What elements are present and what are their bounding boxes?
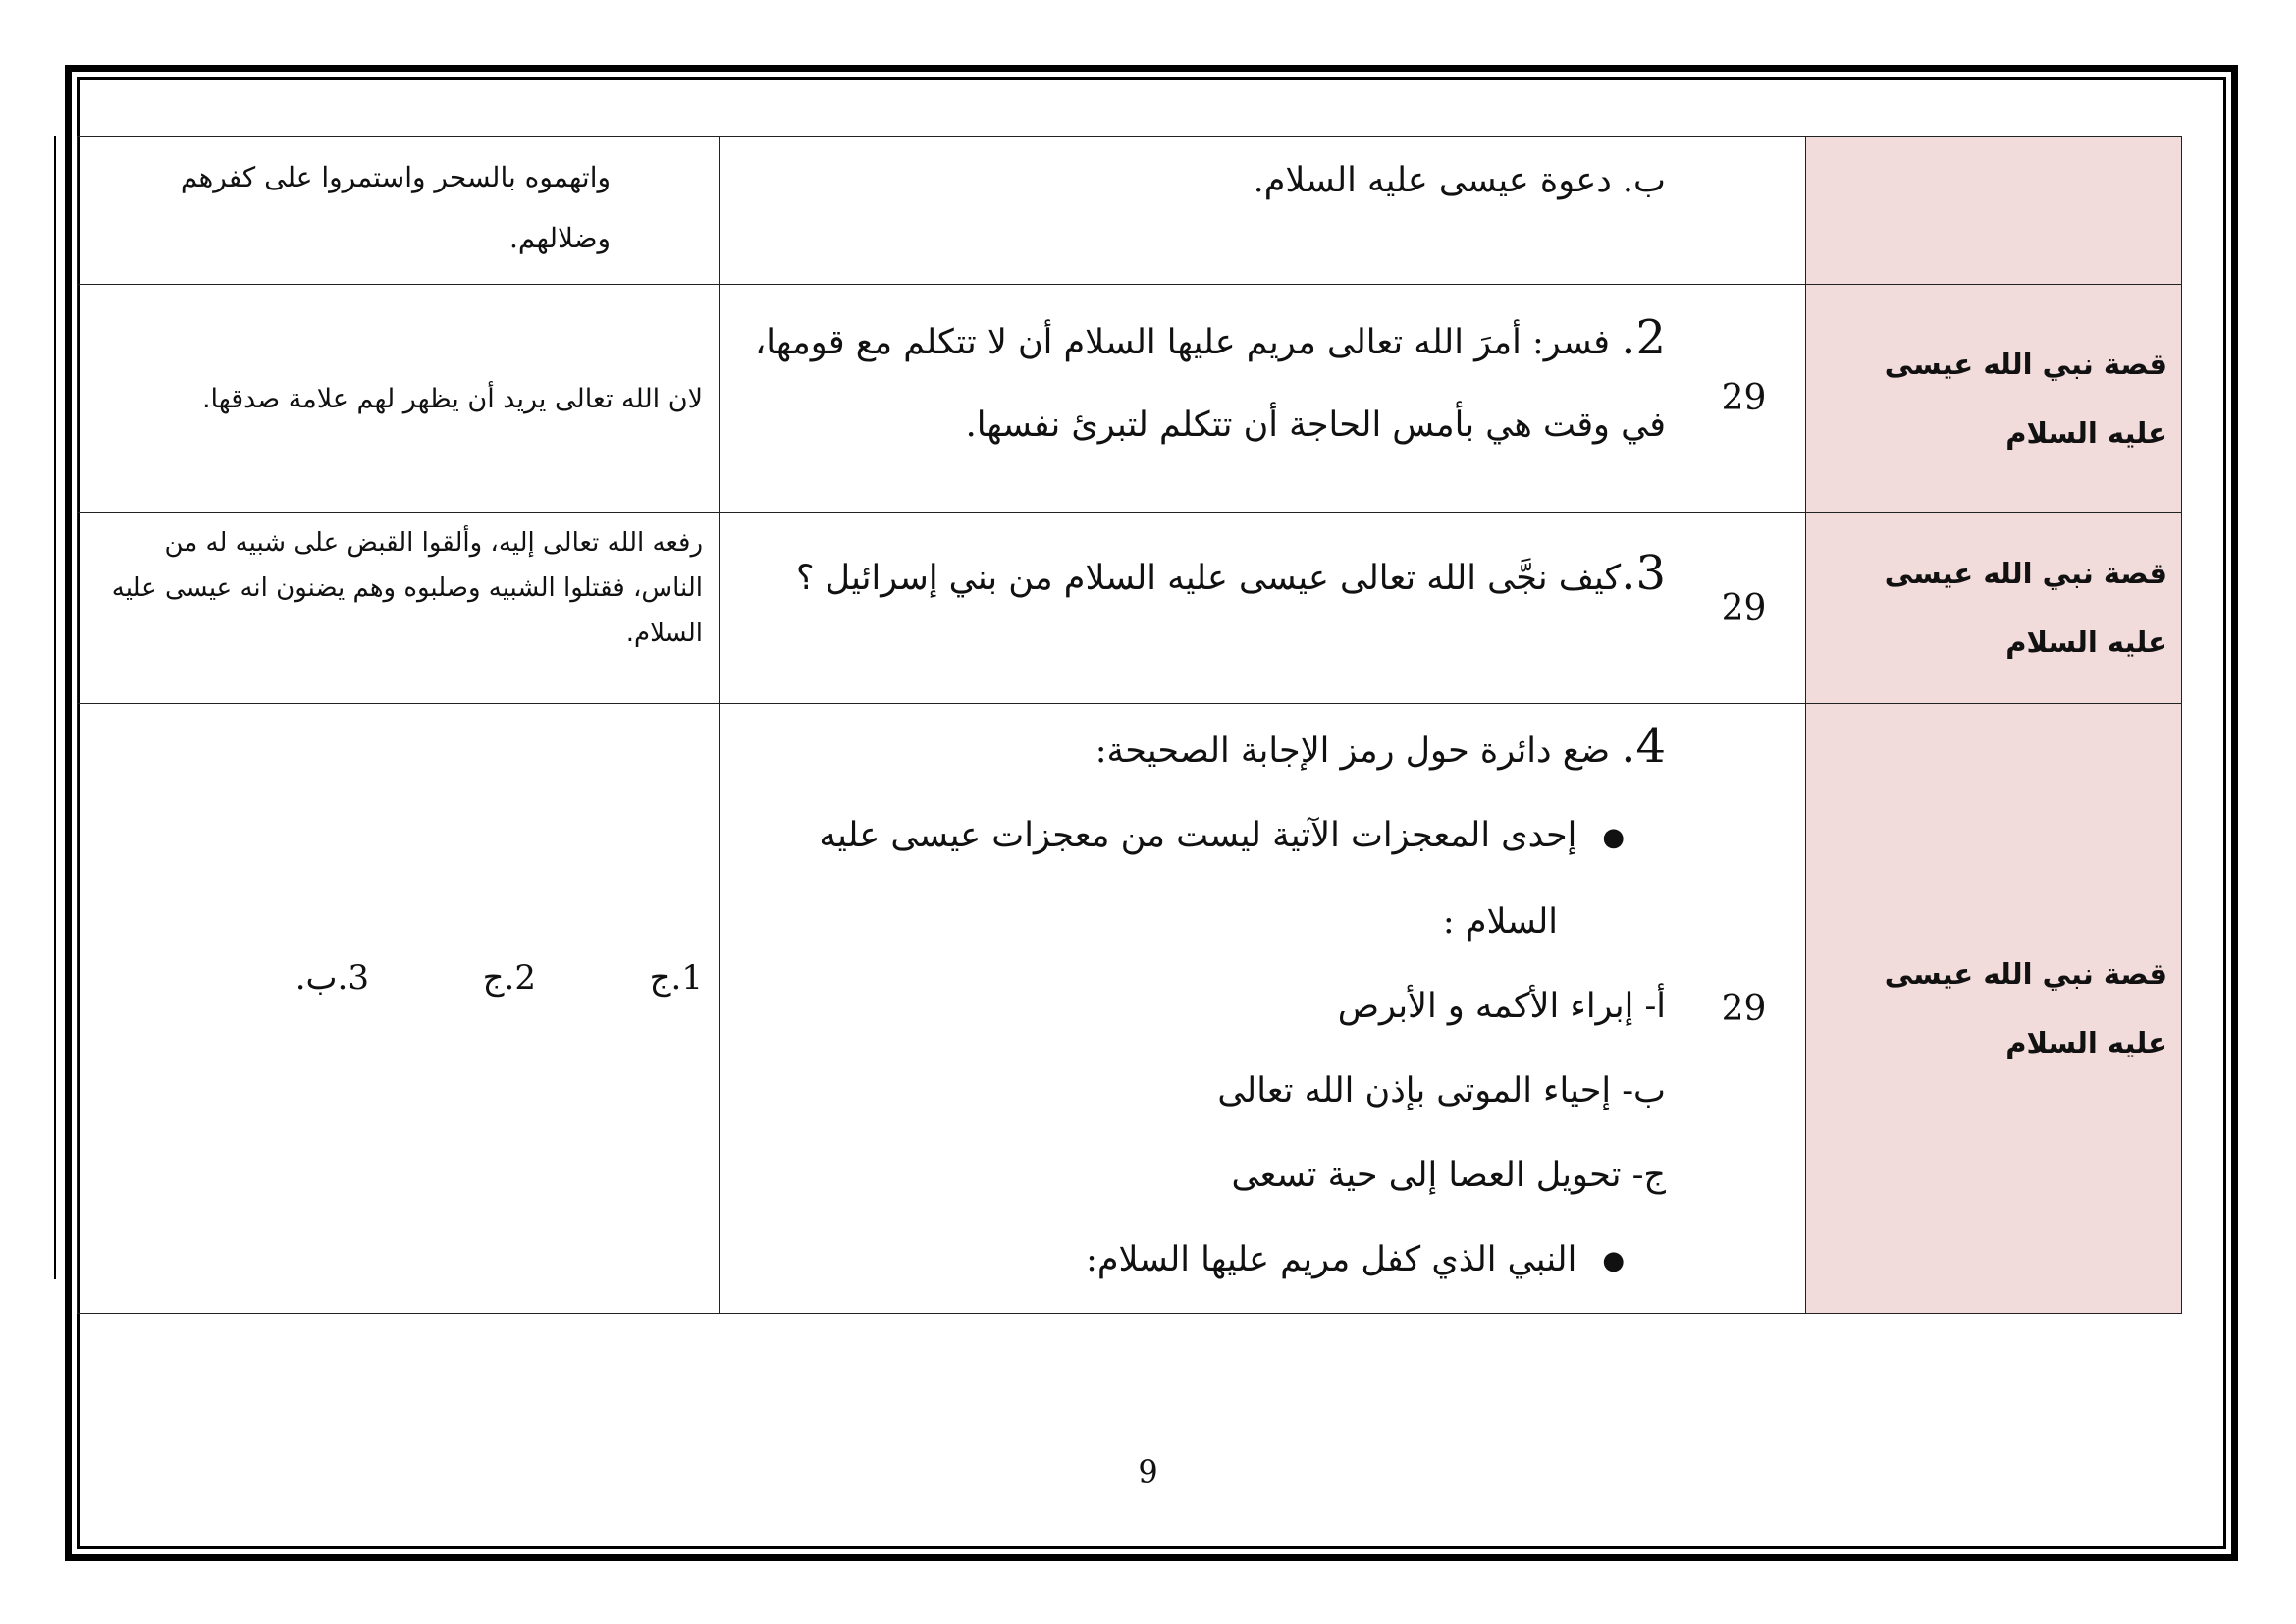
bullet-continuation: السلام :	[1442, 901, 1558, 942]
margin-rule	[54, 136, 56, 284]
margin-rule	[54, 284, 56, 512]
table-row	[78, 704, 2182, 1314]
question-cell	[720, 285, 1682, 513]
question-cell	[720, 137, 1682, 285]
question-line: ب. دعوة عيسى عليه السلام.	[1253, 161, 1666, 200]
answer-cell: واتهموه بالسحر واستمروا على كفرهم وضلالهم.	[78, 137, 720, 285]
question-number: 3.	[1621, 546, 1666, 601]
question-table	[77, 136, 2182, 1314]
question-number: 2.	[1621, 310, 1666, 365]
table-row	[78, 137, 2182, 285]
question-number: 4.	[1621, 719, 1666, 774]
bullet-item: ● النبي الذي كفل مريم عليها السلام:	[733, 1218, 1666, 1304]
question-text: ضع دائرة حول رمز الإجابة الصحيحة:	[1095, 731, 1611, 771]
answer-cell	[78, 704, 720, 1314]
margin-rule	[54, 512, 56, 703]
table-row	[78, 513, 2182, 704]
topic-cell	[1806, 137, 2182, 285]
answer-3: 3.ب.	[294, 958, 369, 998]
page-number: 9	[1138, 1453, 1158, 1490]
answer-2: 2.ج	[482, 958, 536, 998]
page-cell: 29	[1682, 285, 1806, 513]
question-text: فسر: أمرَ الله تعالى مريم عليها السلام أن لا تتكلم مع قومها،	[754, 323, 1611, 362]
topic-cell: قصة نبي الله عيسى عليه السلام	[1806, 285, 2182, 513]
question-cell	[720, 513, 1682, 704]
table-row	[78, 285, 2182, 513]
question-line	[733, 297, 1666, 384]
answer-cell: لان الله تعالى يريد أن يظهر لهم علامة صدقها.	[78, 285, 720, 513]
topic-cell: قصة نبي الله عيسى عليه السلام	[1806, 513, 2182, 704]
question-cell	[720, 704, 1682, 1314]
question-heading	[733, 704, 1666, 793]
topic-cell: قصة نبي الله عيسى عليه السلام	[1806, 704, 2182, 1314]
answer-1: 1.ج	[649, 958, 703, 998]
margin-rule	[54, 703, 56, 1279]
question-line	[733, 532, 1666, 620]
answer-cell: رفعه الله تعالى إليه، وألقوا القبض على شبيه له من الناس، فقتلوا الشبيه وصلبوه وهم يضنون انه عيسى عليه السلام.	[78, 513, 720, 704]
question-text: كيف نجَّى الله تعالى عيسى عليه السلام من بني إسرائيل ؟	[795, 559, 1622, 598]
option-c: ج- تحويل العصا إلى حية تسعى	[1231, 1155, 1666, 1195]
option-b: ب- إحياء الموتى بإذن الله تعالى	[1217, 1070, 1666, 1110]
question-line: في وقت هي بأمس الحاجة أن تتكلم لتبرئ نفسها.	[965, 406, 1666, 445]
page-cell: 29	[1682, 513, 1806, 704]
option-a: أ- إبراء الأكمه و الأبرص	[1337, 986, 1666, 1026]
page-cell	[1682, 137, 1806, 285]
bullet-item: ● إحدى المعجزات الآتية ليست من معجزات عيسى عليه	[733, 793, 1666, 880]
page-cell: 29	[1682, 704, 1806, 1314]
answer-key	[89, 714, 703, 1001]
